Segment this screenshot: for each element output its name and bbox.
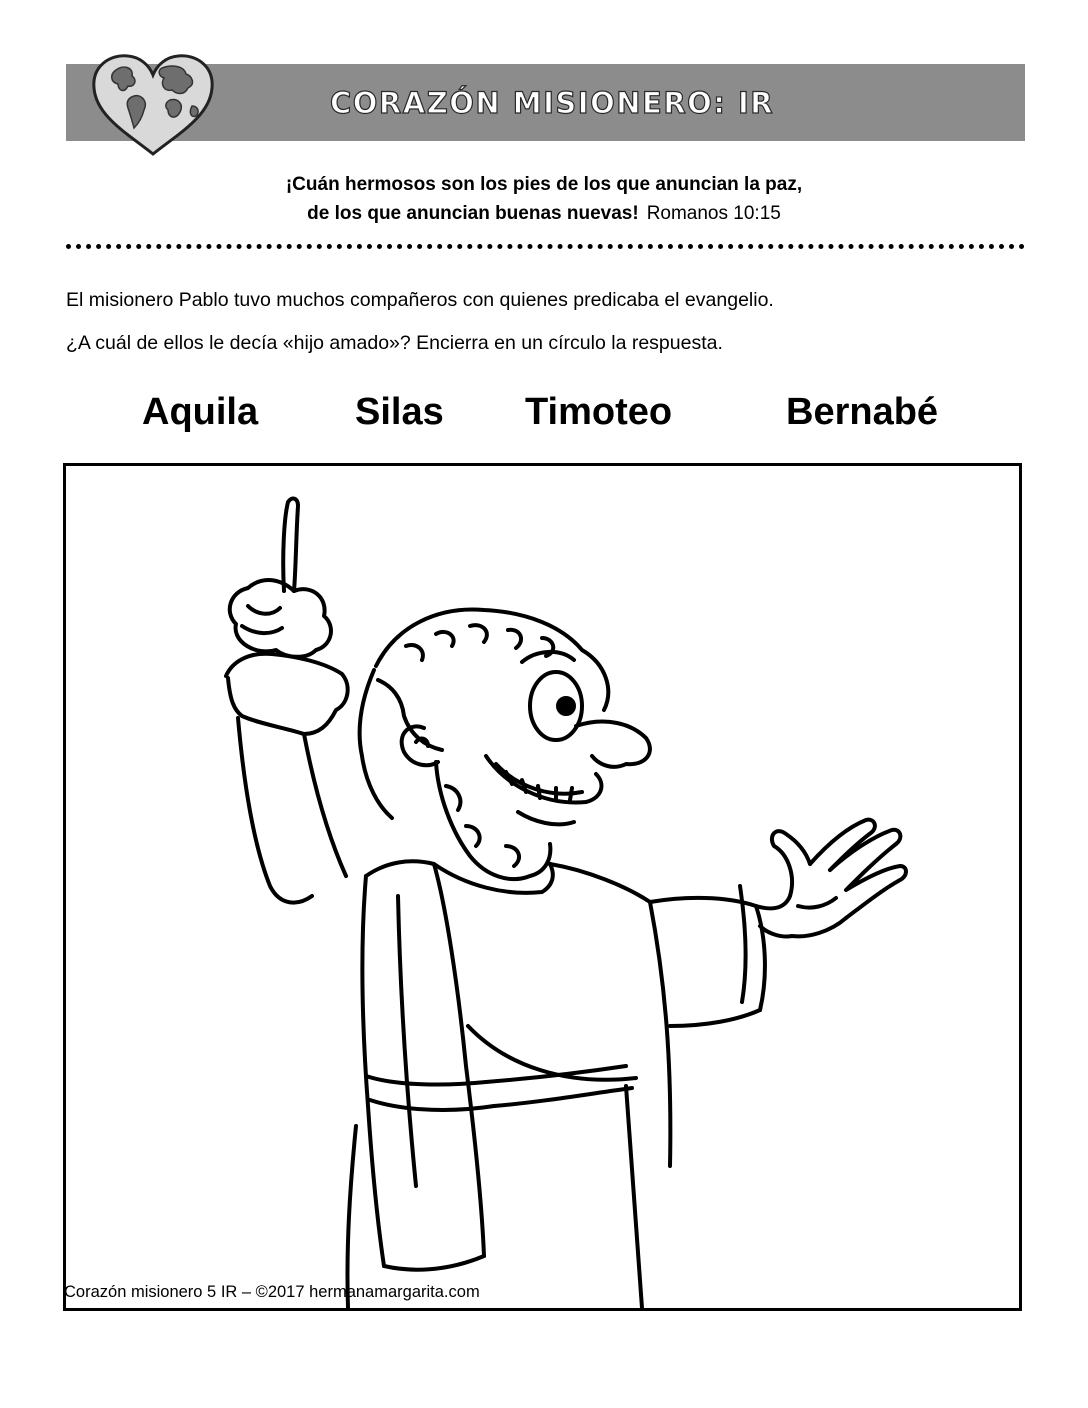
verse-line-2 (0, 199, 1088, 228)
choice-bernabe[interactable]: Bernabé (786, 391, 939, 433)
instruction-line-2: ¿A cuál de ellos le decía «hijo amado»? Encierra en un círculo la respuesta. (66, 332, 723, 354)
choice-silas[interactable]: Silas (355, 391, 444, 433)
choice-aquila[interactable]: Aquila (142, 391, 259, 433)
illustration-frame (63, 463, 1022, 1311)
verse-line-1: ¡Cuán hermosos son los pies de los que anuncian la paz, (285, 174, 803, 195)
heart-globe-icon (88, 50, 218, 158)
page-title: CORAZÓN MISIONERO: IR (330, 86, 775, 120)
footer-credit: Corazón misionero 5 IR – ©2017 hermanamargarita.com (64, 1283, 480, 1301)
choice-timoteo[interactable]: Timoteo (525, 391, 673, 433)
preacher-illustration (66, 466, 1019, 1308)
verse-reference: Romanos 10:15 (646, 203, 781, 224)
instruction-line-1: El misionero Pablo tuvo muchos compañeros con quienes predicaba el evangelio. (66, 289, 774, 311)
verse-line-2-text: de los que anuncian buenas nuevas! (307, 203, 639, 224)
dotted-divider (66, 244, 1025, 249)
